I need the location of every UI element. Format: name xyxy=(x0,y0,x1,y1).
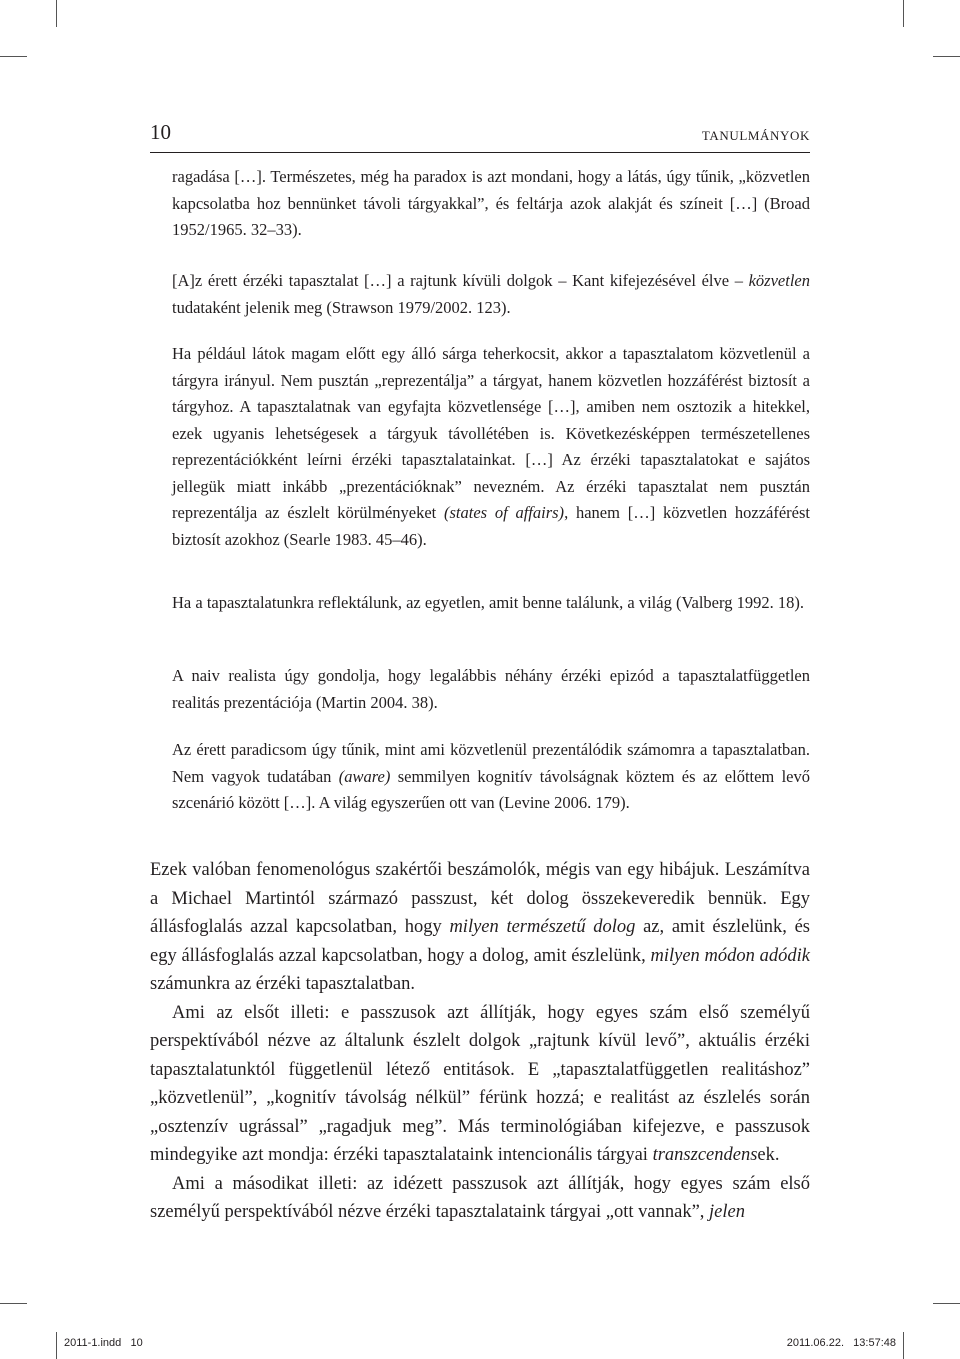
block-quote: A naiv realista úgy gondolja, hogy legalábbis néhány érzéki epizód a tapasztalatfüggetlen realitás prezentációja (Martin 2004. 38). xyxy=(172,666,810,712)
block-quote: ragadása […]. Természetes, még ha paradox is azt mondani, hogy a látás, úgy tűnik, „közvetlen kapcsolatba hoz bennünket távoli tárgyakkal”, és feltárja azok alakját és színeit […] (Broad 1952/1965. 32–33). xyxy=(172,167,810,239)
crop-mark-bottom-left-v xyxy=(56,1332,57,1359)
crop-mark-bottom-left-h xyxy=(0,1303,27,1304)
paragraph: Ami az elsőt illeti: e passzusok azt állítják, hogy egyes szám első személyű perspektívából nézve az általunk észlelt dolgok „rajtunk kívül levő”, aktuális érzéki tapasztalatunktól függetlenül létező entitások. E „tapasztalatfüggetlen realitáshoz” „közvetlenül”, „kognitív távolság nélkül” férünk hozzá; e realitást az észlelés során „osztenzív ugrással” „ragadjuk meg”. Más terminológiában kifejezve, e passzusok mindegyike azt mondja: érzéki tapasztalataink intencionális tárgyai transzcendensek. xyxy=(150,1002,810,1165)
section-title: TANULMÁNYOK xyxy=(701,128,810,143)
block-quote: [A]z érett érzéki tapasztalat […] a rajtunk kívüli dolgok – Kant kifejezésével élve – közvetlen tudataként jelenik meg (Strawson 1979/2002. 123). xyxy=(172,271,810,317)
crop-mark-top-right-h xyxy=(933,56,960,57)
crop-mark-bottom-right-v xyxy=(903,1332,904,1359)
crop-mark-top-right-v xyxy=(903,0,904,27)
crop-mark-top-left-v xyxy=(56,0,57,27)
paragraph: Ezek valóban fenomenológus szakértői beszámolók, mégis van egy hibájuk. Leszámítva a Michael Martintól származó passzust, két dolog összekeveredik bennük. Egy állásfoglalás azzal kapcsolatban, hogy milyen természetű dolog az, amit észlelünk, és egy állásfoglalás azzal kapcsolatban, hogy a dolog, amit észlelünk, milyen módon adódik számunkra az érzéki tapasztalatban. xyxy=(150,860,811,994)
crop-mark-top-left-h xyxy=(0,56,27,57)
block-quote: Ha például látok magam előtt egy álló sárga teherkocsit, akkor a tapasztalatom közvetlenül a tárgyra irányul. Nem pusztán „reprezentálja” a tárgyat, hanem közvetlen hozzáférést biztosít a tárgyhoz. A tapasztalatnak van egyfajta közvetlensége […], amiben nem osztozik a hitekkel, ezek ugyanis lehetségesek a tárgyuk távollétében is. Következésképpen természetellenes reprezentációkként leírni érzéki tapasztalatainkat. […] Az érzéki tapasztalatokat e sajátos jellegük miatt inkább „prezentációknak” nevezném. Az érzéki tapasztalat nem pusztán reprezentálja az észlelt körülményeket (states of affairs), hanem […] közvetlen hozzáférést biztosít azokhoz (Searle 1983. 45–46). xyxy=(172,344,810,549)
crop-mark-bottom-right-h xyxy=(933,1303,960,1304)
header-rule xyxy=(150,152,810,153)
footer-timestamp: 2011.06.22. 13:57:48 xyxy=(786,1337,896,1349)
block-quote: Az érett paradicsom úgy tűnik, mint ami közvetlenül prezentálódik számomra a tapasztalatban. Nem vagyok tudatában (aware) semmilyen kognitív távolságnak köztem és az előttem levő szcenárió között […]. A világ egyszerűen ott van (Levine 2006. 179). xyxy=(172,740,810,812)
paragraph: Ami a másodikat illeti: az idézett passzusok azt állítják, hogy egyes szám első személyű perspektívából nézve érzéki tapasztalataink tárgyai „ott vannak”, jelen xyxy=(150,1173,810,1222)
footer-file: 2011-1.indd 10 xyxy=(64,1337,143,1349)
body-text xyxy=(150,856,810,1227)
block-quote: Ha a tapasztalatunkra reflektálunk, az egyetlen, amit benne találunk, a világ (Valberg 1992. 18). xyxy=(172,593,804,612)
page-number: 10 xyxy=(150,120,171,144)
